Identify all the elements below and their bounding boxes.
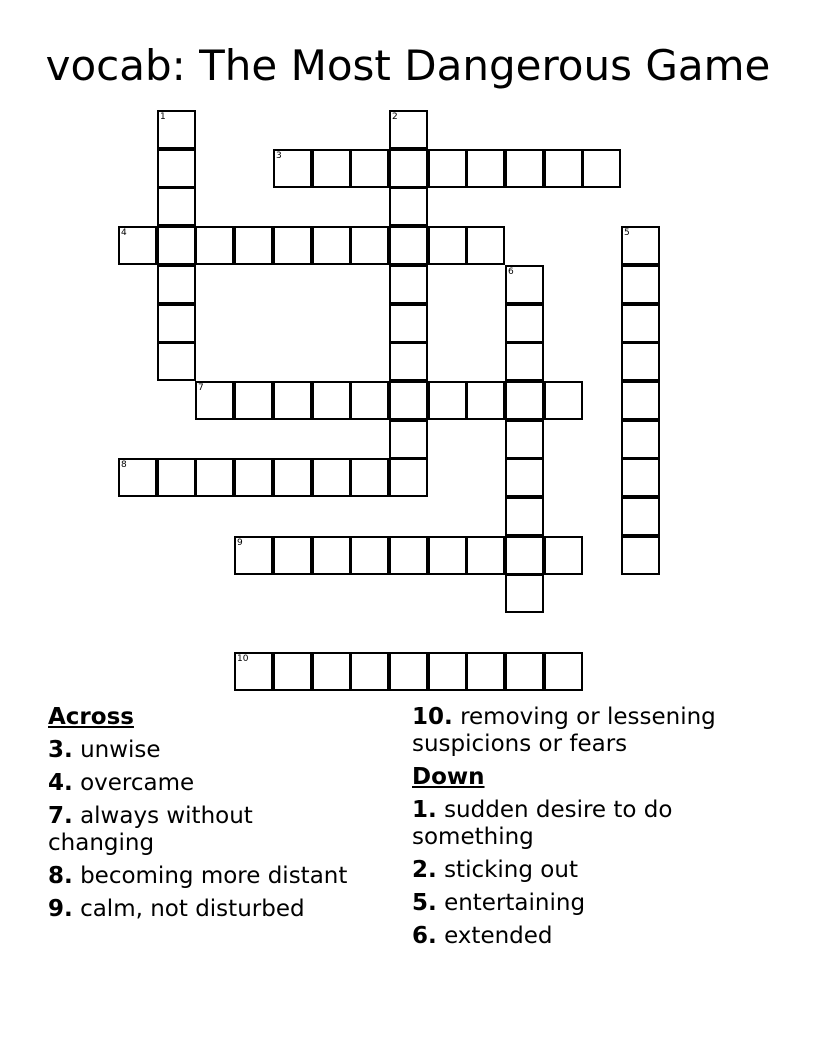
grid-cell [621, 265, 660, 304]
clues-right-column [412, 704, 762, 956]
grid-cell [389, 342, 428, 381]
clue-down-2: 2. sticking out [412, 857, 578, 883]
grid-cell [544, 149, 583, 188]
grid-cell [234, 536, 273, 575]
grid-cell [312, 149, 351, 188]
grid-cell [350, 536, 389, 575]
grid-cell [466, 226, 505, 265]
grid-cell [582, 149, 621, 188]
grid-cell [389, 420, 428, 459]
grid-cell [273, 536, 312, 575]
grid-cell [505, 420, 544, 459]
grid-cell [505, 265, 544, 304]
across-heading: Across [48, 704, 134, 730]
grid-cell [505, 497, 544, 536]
grid-cell [505, 536, 544, 575]
grid-cell [505, 652, 544, 691]
grid-cell [312, 458, 351, 497]
grid-cell [312, 652, 351, 691]
grid-cell [466, 536, 505, 575]
grid-cell [389, 304, 428, 343]
grid-cell [273, 458, 312, 497]
clue-across-9: 9. calm, not disturbed [48, 896, 305, 922]
clue-number-label: 10 [237, 654, 249, 664]
grid-cell [505, 342, 544, 381]
grid-cell [312, 381, 351, 420]
clue-number-label: 7 [198, 383, 204, 393]
grid-cell [544, 536, 583, 575]
clue-across-3: 3. unwise [48, 737, 161, 763]
grid-cell [389, 265, 428, 304]
clues-left-column [48, 704, 388, 929]
grid-cell [621, 497, 660, 536]
grid-cell [312, 536, 351, 575]
grid-cell [621, 458, 660, 497]
grid-cell [234, 458, 273, 497]
grid-cell [312, 226, 351, 265]
clue-number-label: 8 [121, 460, 127, 470]
grid-cell [428, 536, 467, 575]
grid-cell [195, 458, 234, 497]
grid-cell [389, 226, 428, 265]
clue-number-label: 2 [392, 112, 398, 122]
grid-cell [157, 265, 196, 304]
grid-cell [389, 652, 428, 691]
grid-cell [350, 149, 389, 188]
clue-down-1: 1. sudden desire to do something [412, 797, 673, 850]
grid-cell [157, 342, 196, 381]
grid-cell [195, 226, 234, 265]
grid-cell [350, 458, 389, 497]
grid-cell [505, 574, 544, 613]
grid-cell [234, 381, 273, 420]
clue-down-6: 6. extended [412, 923, 553, 949]
grid-cell [544, 381, 583, 420]
grid-cell [273, 226, 312, 265]
grid-cell [273, 149, 312, 188]
grid-cell [389, 458, 428, 497]
grid-cell [234, 226, 273, 265]
grid-cell [118, 226, 157, 265]
grid-cell [428, 226, 467, 265]
grid-cell [466, 149, 505, 188]
grid-cell [389, 149, 428, 188]
grid-cell [428, 149, 467, 188]
clue-down-5: 5. entertaining [412, 890, 586, 916]
grid-cell [466, 381, 505, 420]
grid-cell [389, 536, 428, 575]
grid-cell [195, 381, 234, 420]
grid-cell [505, 149, 544, 188]
page-title: vocab: The Most Dangerous Game [45, 41, 771, 90]
grid-cell [157, 458, 196, 497]
grid-cell [505, 458, 544, 497]
grid-cell [157, 187, 196, 226]
grid-cell [428, 652, 467, 691]
grid-cell [389, 381, 428, 420]
grid-cell [621, 226, 660, 265]
grid-cell [157, 226, 196, 265]
grid-cell [157, 304, 196, 343]
grid-cell [621, 342, 660, 381]
grid-cell [621, 381, 660, 420]
grid-cell [505, 304, 544, 343]
grid-cell [273, 652, 312, 691]
grid-cell [118, 458, 157, 497]
clue-number-label: 5 [624, 228, 630, 238]
grid-cell [273, 381, 312, 420]
grid-cell [350, 652, 389, 691]
grid-cell [505, 381, 544, 420]
grid-cell [389, 187, 428, 226]
grid-cell [350, 381, 389, 420]
grid-cell [466, 652, 505, 691]
clue-number-label: 9 [237, 538, 243, 548]
grid-cell [389, 110, 428, 149]
clue-number-label: 1 [160, 112, 166, 122]
grid-cell [157, 110, 196, 149]
clue-number-label: 6 [508, 267, 514, 277]
clue-across-4: 4. overcame [48, 770, 195, 796]
grid-cell [544, 652, 583, 691]
clue-number-label: 3 [276, 151, 282, 161]
grid-cell [428, 381, 467, 420]
grid-cell [234, 652, 273, 691]
grid-cell [350, 226, 389, 265]
clue-across-10: 10. removing or lessening suspicions or fears [412, 704, 716, 757]
clue-number-label: 4 [121, 228, 127, 238]
clue-across-8: 8. becoming more distant [48, 863, 348, 889]
clue-across-7: 7. always without changing [48, 803, 253, 856]
grid-cell [157, 149, 196, 188]
grid-cell [621, 420, 660, 459]
grid-cell [621, 304, 660, 343]
grid-cell [621, 536, 660, 575]
down-heading: Down [412, 764, 485, 790]
